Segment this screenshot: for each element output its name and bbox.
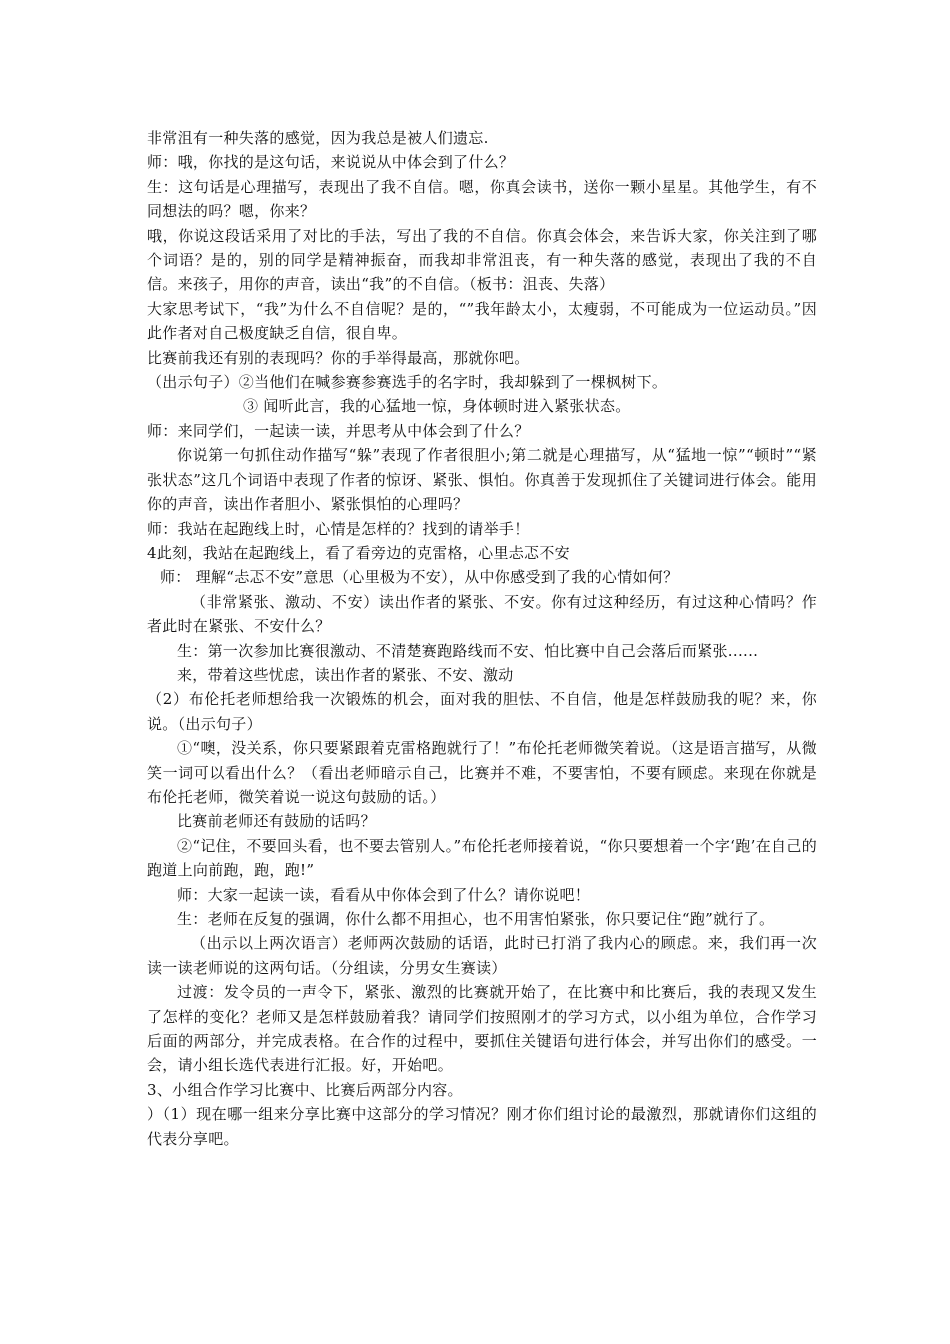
paragraph-11: 师：我站在起跑线上时，心情是怎样的？找到的请举手！ (147, 519, 530, 538)
paragraph-6: 比赛前我还有别的表现吗？你的手举得最高，那就你吧。 (147, 348, 530, 367)
paragraph-23: （出示以上两次语言）老师两次鼓励的话语，此时已打消了我内心的顾虑。来，我们再一次读一读老师说的这两句话。（分组读，分男女生赛读） (147, 934, 817, 977)
paragraph-1: 非常沮有一种失落的感觉，因为我总是被人们遗忘. (147, 129, 489, 147)
paragraph-21: 师：大家一起读一读，看看从中你体会到了什么？请你说吧！ (177, 885, 591, 904)
paragraph-16: 来，带着这些忧虑，读出作者的紧张、不安、激动 (177, 665, 514, 684)
paragraph-8: ③ 闻听此言，我的心猛地一惊，身体顿时进入紧张状态。 (243, 397, 631, 416)
paragraph-22: 生：老师在反复的强调，你什么都不用担心，也不用害怕紧张，你只要记住“跑”就行了。 (177, 910, 775, 928)
paragraph-18: ①“噢，没关系，你只要紧跟着克雷格跑就行了！”布伦托老师微笑着说。（这是语言描写，从微笑一词可以看出什么？（看出老师暗示自己，比赛并不难，不要害怕，不要有顾虑。来现在你就是布伦托老师，微笑着说一说这句鼓励的话。） (147, 739, 817, 806)
paragraph-7: （出示句子）②当他们在喊参赛参赛选手的名字时，我却躲到了一棵枫树下。 (147, 373, 668, 392)
paragraph-9: 师：来同学们，一起读一读，并思考从中体会到了什么？ (147, 421, 530, 440)
document-body (147, 126, 817, 1151)
paragraph-14: （非常紧张、激动、不安）读出作者的紧张、不安。你有过这种经历，有过这种心情吗？作者此时在紧张、不安什么？ (147, 592, 817, 636)
paragraph-25: 3、小组合作学习比赛中、比赛后两部分内容。 (147, 1080, 463, 1099)
paragraph-15: 生：第一次参加比赛很激动、不清楚赛跑路线而不安、怕比赛中自己会落后而紧张...... (177, 641, 759, 660)
paragraph-19: 比赛前老师还有鼓励的话吗？ (177, 812, 376, 831)
paragraph-17: （2）布伦托老师想给我一次锻炼的机会，面对我的胆怯、不自信，他是怎样鼓励我的呢？来，你说。（出示句子） (147, 690, 817, 733)
paragraph-13: 师： 理解“忐忑不安”意思（心里极为不安），从中你感受到了我的心情如何？ (160, 568, 679, 587)
paragraph-4: 哦，你说这段话采用了对比的手法，写出了我的不自信。你真会体会，来告诉大家，你关注到了哪个词语？是的，别的同学是精神振奋，而我却非常沮丧，有一种失落的感觉，表现出了我的不自信。来孩子，用你的声音，读出“我”的不自信。（板书：沮丧、失落） (147, 226, 817, 294)
paragraph-24: 过渡：发令员的一声令下，紧张、激烈的比赛就开始了，在比赛中和比赛后，我的表现又发生了怎样的变化？老师又是怎样鼓励着我？请同学们按照刚才的学习方式，以小组为单位，合作学习后面的两部分，并完成表格。在合作的过程中，要抓住关键语句进行体会，并写出你们的感受。一会，请小组长选代表进行汇报。好，开始吧。 (147, 983, 817, 1075)
paragraph-2: 师：哦，你找的是这句话，来说说从中体会到了什么？ (147, 153, 515, 172)
paragraph-5: 大家思考试下，“我”为什么不自信呢？是的，“”我年龄太小，太瘦弱，不可能成为一位运动员。”因此作者对自己极度缺乏自信，很自卑。 (147, 299, 817, 343)
paragraph-26: ）（1）现在哪一组来分享比赛中这部分的学习情况？刚才你们组讨论的最激烈，那就请你们这组的代表分享吧。 (147, 1105, 817, 1148)
paragraph-3: 生：这句话是心理描写，表现出了我不自信。嗯，你真会读书，送你一颗小星星。其他学生，有不同想法的吗？嗯，你来？ (147, 177, 817, 221)
paragraph-12: 4此刻，我站在起跑线上，看了看旁边的克雷格，心里忐忑不安 (147, 543, 570, 562)
paragraph-10: 你说第一句抓住动作描写“躲”表现了作者很胆小;第二就是心理描写，从“猛地一惊”“顿时”“紧张状态”这几个词语中表现了作者的惊讶、紧张、惧怕。你真善于发现抓住了关键词进行体会。能用你的声音，读出作者胆小、紧张惧怕的心理吗？ (147, 446, 817, 514)
paragraph-20: ②“记住，不要回头看，也不要去管别人。”布伦托老师接着说，“你只要想着一个字‘跑’在自己的跑道上向前跑，跑，跑!” (147, 836, 817, 880)
